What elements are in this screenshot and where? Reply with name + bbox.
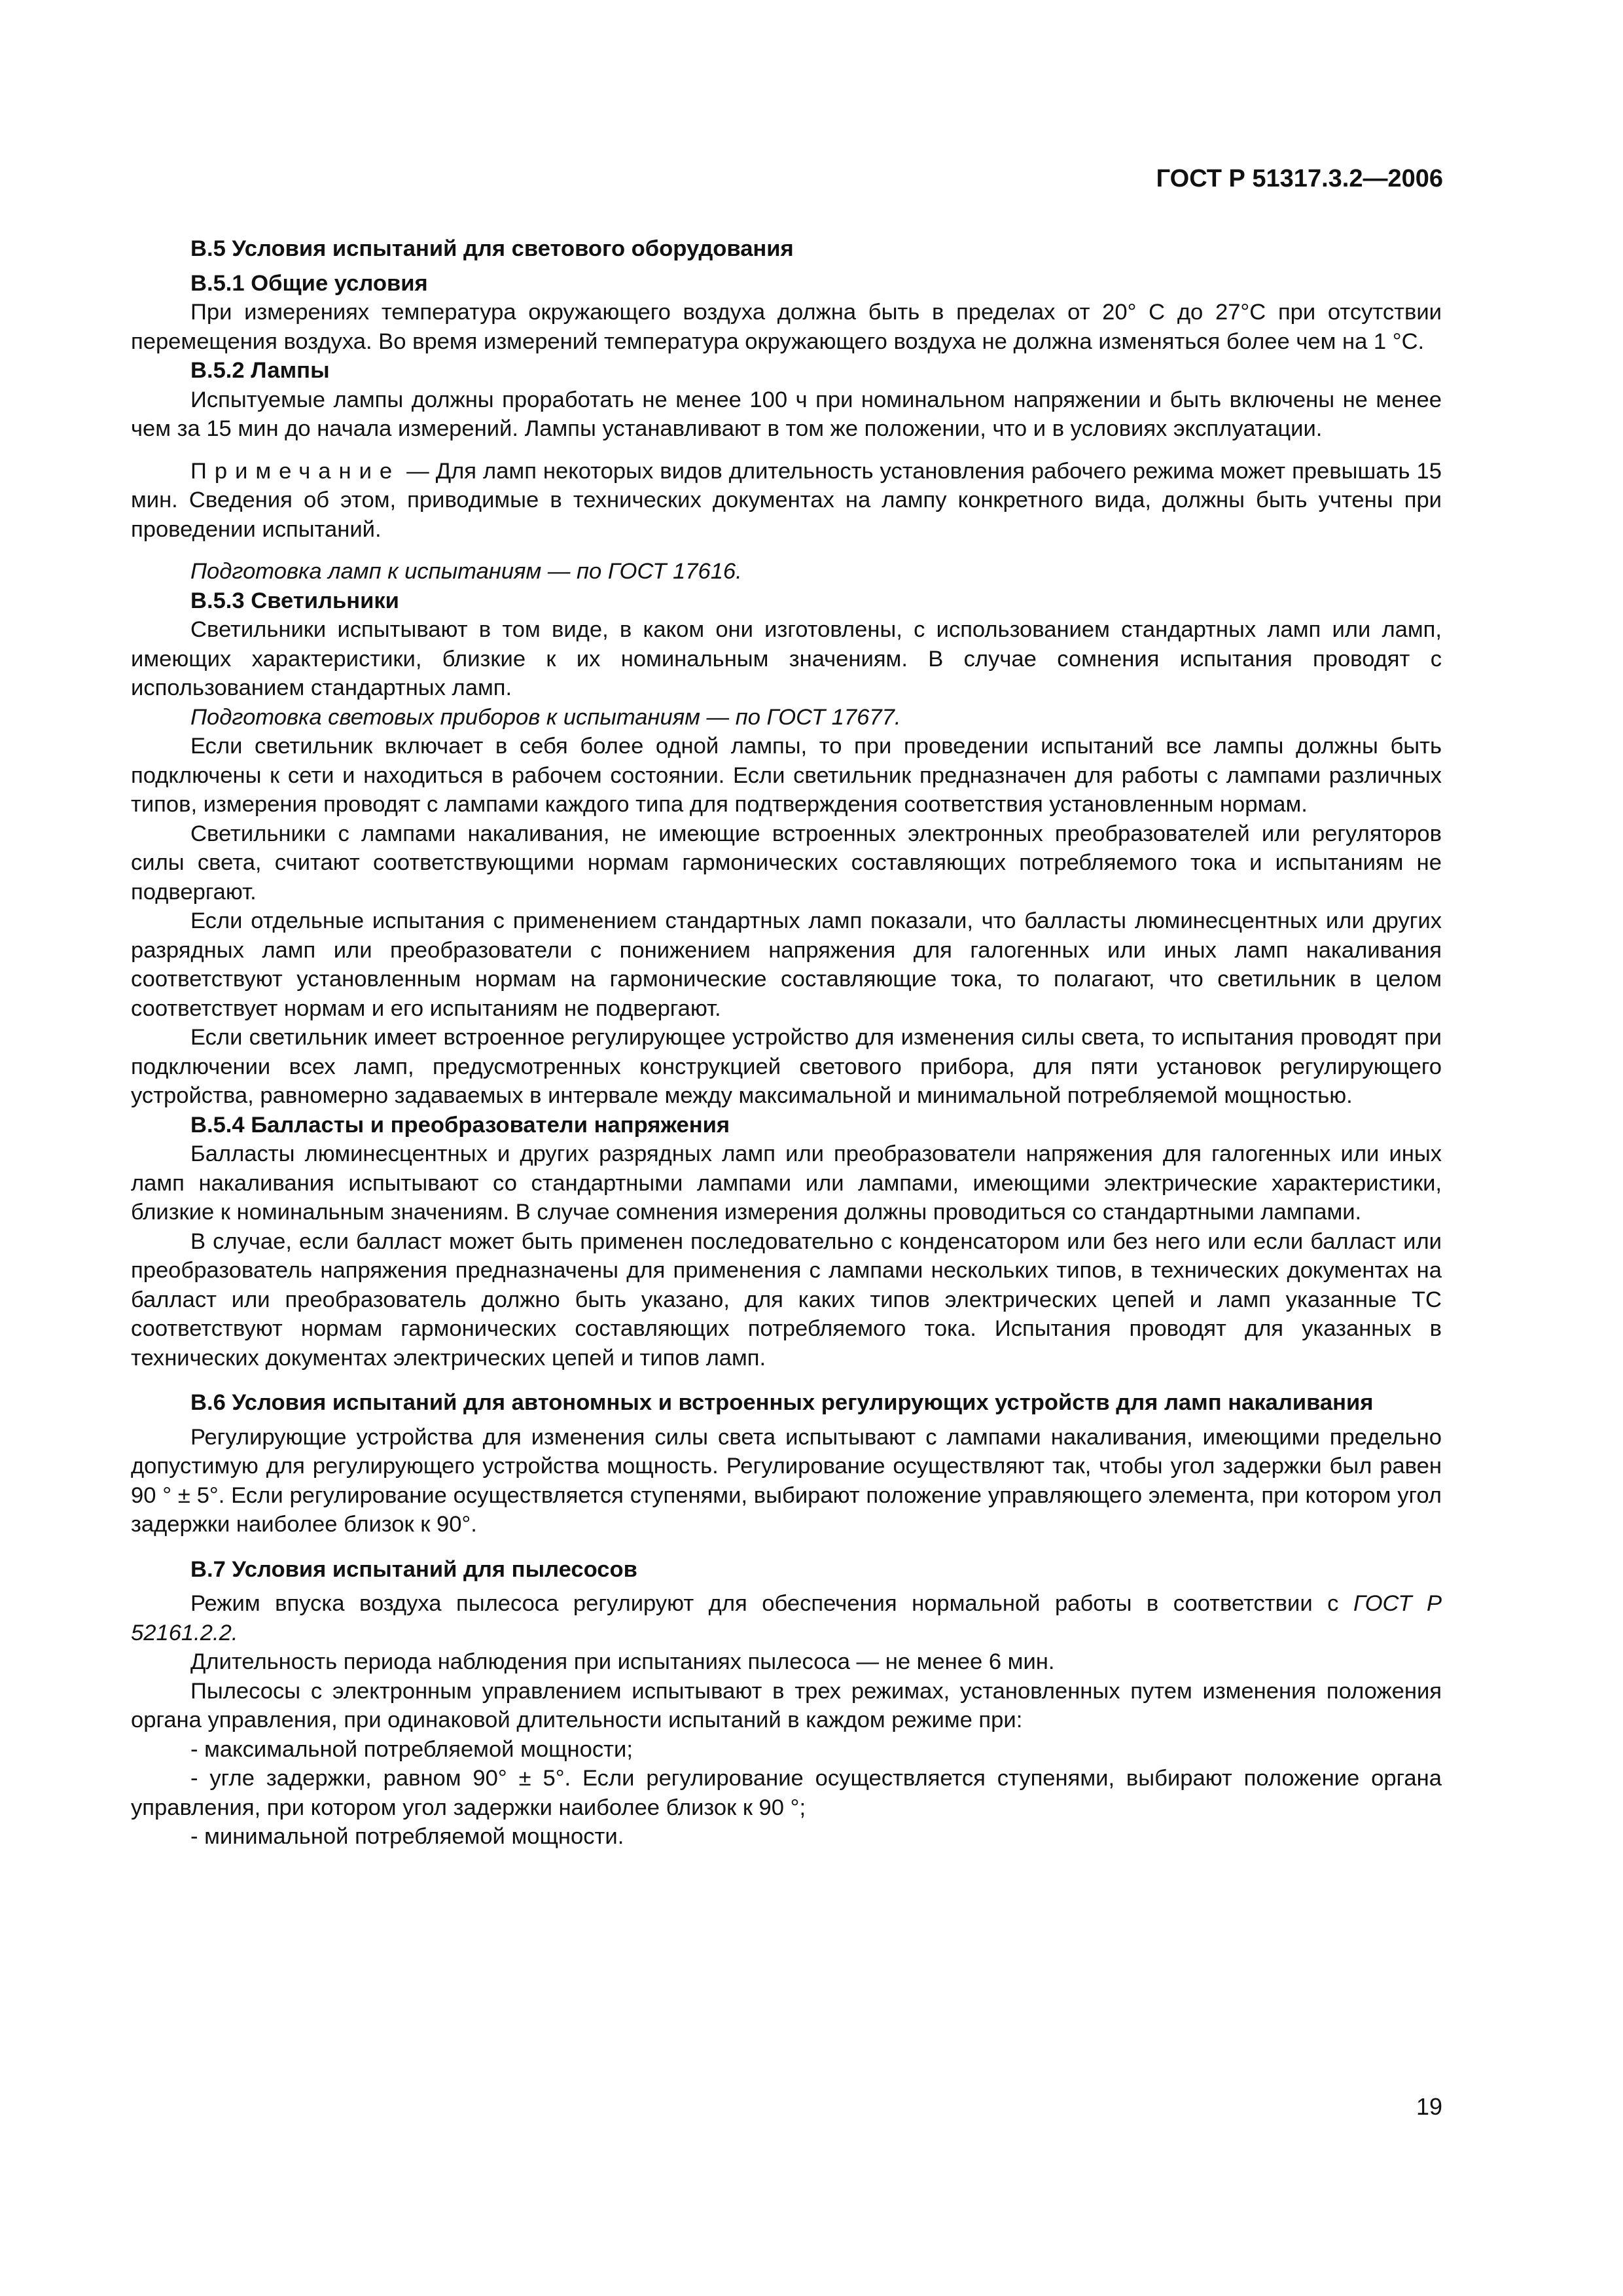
- list-item: - максимальной потребляемой мощности;: [190, 1736, 633, 1762]
- paragraph: Длительность периода наблюдения при испытаниях пылесоса — не менее 6 мин.: [190, 1649, 1055, 1674]
- section-b6-title: В.6 Условия испытаний для автономных и встроенных регулирующих устройств для ламп накаливания: [190, 1390, 1374, 1415]
- note-label: Примечание: [190, 458, 401, 484]
- note-text: — Для ламп некоторых видов длительность установления рабочего режима может превышать 15 мин. Сведения об этом, приводимые в технических документах на лампу конкретного вида, должны быть учтены при проведении испытаний.: [131, 458, 1442, 542]
- note-paragraph: [131, 457, 1442, 545]
- reference-paragraph: Подготовка ламп к испытаниям — по ГОСТ 17616.: [190, 559, 742, 584]
- paragraph: Пылесосы с электронным управлением испытывают в трех режимах, установленных путем изменения положения органа управления, при одинаковой длительности испытаний в каждом режиме при:: [131, 1678, 1442, 1732]
- section-b53-title: В.5.3 Светильники: [190, 588, 399, 613]
- standard-reference: ГОСТ Р 52161.2.2.: [131, 1591, 1442, 1645]
- section-b51-title: В.5.1 Общие условия: [190, 270, 428, 296]
- list-item: - угле задержки, равном 90° ± 5°. Если регулирование осуществляется ступенями, выбирают положение органа управления, при котором угол задержки наиболее близок к 90 °;: [131, 1766, 1442, 1820]
- paragraph: [131, 1589, 1442, 1647]
- paragraph: При измерениях температура окружающего воздуха должна быть в пределах от 20° С до 27°С при отсутствии перемещения воздуха. Во время измерений температура окружающего воздуха не должна изменяться более чем на 1 °С.: [131, 300, 1442, 354]
- paragraph: Испытуемые лампы должны проработать не менее 100 ч при номинальном напряжении и быть включены не менее чем за 15 мин до начала измерений. Лампы устанавливают в том же положении, что и в условиях эксплуатации.: [131, 387, 1442, 441]
- paragraph: Регулирующие устройства для изменения силы света испытывают с лампами накаливания, имеющими предельно допустимую для регулирующего устройства мощность. Регулирование осуществляют так, чтобы угол задержки был равен 90 ° ± 5°. Если регулирование осуществляется ступенями, выбирают положение управляющего элемента, при котором угол задержки наиболее близок к 90°.: [131, 1424, 1442, 1537]
- section-b54-title: В.5.4 Балласты и преобразователи напряжения: [190, 1112, 730, 1138]
- section-b52-title: В.5.2 Лампы: [190, 358, 330, 383]
- paragraph: Светильники испытывают в том виде, в каком они изготовлены, с использованием стандартных ламп или ламп, имеющих характеристики, близкие к их номинальным значениям. В случае сомнения испытания проводят с использованием стандартных ламп.: [131, 617, 1442, 700]
- paragraph: Если светильник имеет встроенное регулирующее устройство для изменения силы света, то испытания проводят при подключении всех ламп, предусмотренных конструкцией светового прибора, для пяти установок регулирующего устройства, равномерно задаваемых в интервале между максимальной и минимальной потребляемой мощностью.: [131, 1025, 1442, 1108]
- document-body: [131, 229, 1442, 1852]
- section-b5-title: В.5 Условия испытаний для светового оборудования: [190, 236, 794, 261]
- section-b7-title: В.7 Условия испытаний для пылесосов: [190, 1556, 637, 1582]
- page-number: 19: [1416, 2093, 1442, 2120]
- list-item: - минимальной потребляемой мощности.: [190, 1824, 624, 1849]
- paragraph: В случае, если балласт может быть применен последовательно с конденсатором или без него или если балласт или преобразователь напряжения предназначены для применения с лампами нескольких типов, в технических документах на балласт или преобразователь должно быть указано, для каких типов электрических цепей и ламп указанные ТС соответствуют нормам гармонических составляющих потребляемого тока. Испытания проводят для указанных в технических документах электрических цепей и типов ламп.: [131, 1229, 1442, 1371]
- paragraph-text: Режим впуска воздуха пылесоса регулируют для обеспечения нормальной работы в соответствии с: [190, 1591, 1353, 1616]
- reference-paragraph: Подготовка световых приборов к испытаниям — по ГОСТ 17677.: [190, 704, 901, 730]
- paragraph: Светильники с лампами накаливания, не имеющие встроенных электронных преобразователей или регуляторов силы света, считают соответствующими нормам гармонических составляющих потребляемого тока и испытаниям не подвергают.: [131, 821, 1442, 905]
- paragraph: Если светильник включает в себя более одной лампы, то при проведении испытаний все лампы должны быть подключены к сети и находиться в рабочем состоянии. Если светильник предназначен для работы с лампами различных типов, измерения проводят с лампами каждого типа для подтверждения соответствия установленным нормам.: [131, 734, 1442, 817]
- document-id-header: ГОСТ Р 51317.3.2—2006: [1156, 165, 1443, 192]
- paragraph: Балласты люминесцентных и других разрядных ламп или преобразователи напряжения для галогенных или иных ламп накаливания испытывают со стандартными лампами или лампами, имеющими электрические характеристики, близкие к номинальным значениям. В случае сомнения измерения должны проводиться со стандартными лампами.: [131, 1141, 1442, 1225]
- paragraph: Если отдельные испытания с применением стандартных ламп показали, что балласты люминесцентных или других разрядных ламп или преобразователи с понижением напряжения для галогенных или иных ламп накаливания соответствуют установленным нормам на гармонические составляющие тока, то полагают, что светильник в целом соответствует нормам и его испытаниям не подвергают.: [131, 908, 1442, 1021]
